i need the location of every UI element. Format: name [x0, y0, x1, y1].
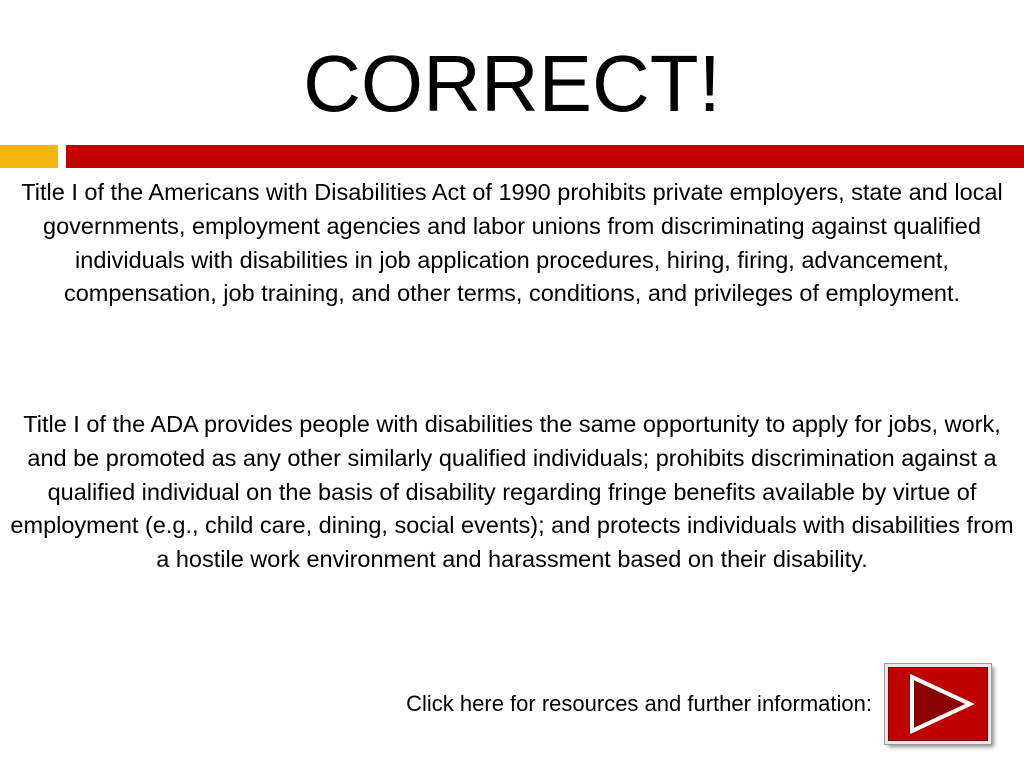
slide-title: CORRECT! [303, 39, 721, 128]
body-paragraph-1: Title I of the Americans with Disabilities Act of 1990 prohibits private employers, state and local governments, employment agencies and labor unions from discriminating against qualified individuals with disabilities in job application procedures, hiring, firing, advancement, compensation, job training, and other terms, conditions, and privileges of employment. [21, 179, 1003, 307]
play-icon [888, 667, 988, 741]
resources-action-button[interactable] [885, 664, 991, 744]
accent-bar-red [66, 145, 1024, 168]
body-paragraph-2: Title I of the ADA provides people with disabilities the same opportunity to apply for jobs, work, and be promoted as any other similarly qualified individuals; prohibits discrimination against a qualified individual on the basis of disability regarding fringe benefits available by virtue of employment (e.g., child care, dining, social events); and protects individuals with disabilities from a hostile work environment and harassment based on their disability. [10, 411, 1014, 573]
resources-prompt: Click here for resources and further information: [406, 691, 872, 716]
accent-bar-yellow [0, 145, 58, 168]
